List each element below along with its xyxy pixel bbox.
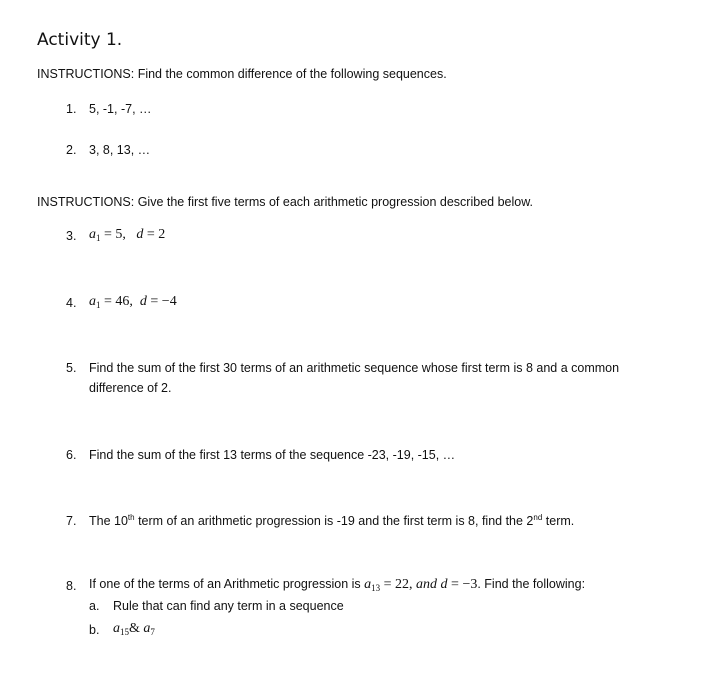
item-2-number: 2. — [66, 143, 77, 157]
item-4-number: 4. — [66, 296, 77, 310]
var-a: a — [113, 621, 120, 636]
var-a: a — [89, 227, 96, 242]
var-d: d — [136, 227, 144, 242]
subscript: 1 — [96, 300, 101, 310]
math-part: = 5, — [100, 227, 137, 242]
item-8-number: 8. — [66, 579, 77, 593]
subscript: 15 — [120, 627, 129, 637]
item-8-math — [364, 577, 477, 592]
var-d: d — [440, 577, 448, 592]
item-6-text: Find the sum of the first 13 terms of the sequence -23, -19, -15, … — [89, 448, 456, 462]
item-2-sequence: 3, 8, 13, … — [89, 143, 151, 157]
subitem-a-text: Rule that can find any term in a sequence — [113, 599, 344, 613]
item-7-text — [89, 514, 574, 528]
math-part: = −4 — [146, 294, 177, 309]
math-part: = 2 — [143, 227, 166, 242]
text-part: . Find the following: — [477, 577, 586, 591]
var-a: a — [364, 577, 372, 592]
instructions-1: INSTRUCTIONS: Find the common difference of the following sequences. — [37, 67, 447, 81]
var-a: a — [89, 294, 96, 309]
item-8-text — [89, 577, 585, 593]
subitem-b-label: b. — [89, 623, 100, 637]
instructions-2: INSTRUCTIONS: Give the first five terms of each arithmetic progression described below. — [37, 195, 534, 209]
activity-title: Activity 1. — [37, 30, 123, 50]
subscript: 1 — [96, 233, 101, 243]
text-part: term of an arithmetic progression is -19 and the first term is 8, find the 2 — [134, 514, 534, 528]
item-1-sequence: 5, -1, -7, … — [89, 102, 152, 116]
subitem-b-math — [113, 621, 155, 637]
math-part: = 46, — [100, 294, 140, 309]
item-5-line-1: Find the sum of the first 30 terms of an arithmetic sequence whose first term is 8 and a common — [89, 361, 620, 375]
text-part: If one of the terms of an Arithmetic progression is — [89, 577, 365, 591]
subscript: 7 — [150, 627, 155, 637]
item-7-number: 7. — [66, 514, 77, 528]
and-word: and — [416, 577, 438, 592]
var-d: d — [139, 294, 147, 309]
subscript: 13 — [371, 583, 381, 593]
text-part: The 10 — [89, 514, 128, 528]
item-5-line-2: difference of 2. — [89, 381, 172, 395]
item-1-number: 1. — [66, 102, 77, 116]
item-3-math — [89, 227, 165, 243]
item-6-number: 6. — [66, 448, 77, 462]
math-part: = −3 — [447, 577, 478, 592]
item-4-math — [89, 294, 177, 310]
superscript: th — [127, 513, 135, 522]
superscript: nd — [533, 513, 543, 522]
text-part: term. — [542, 514, 575, 528]
var-a: a — [143, 621, 151, 636]
subitem-a-label: a. — [89, 599, 100, 613]
math-part: = 22, — [380, 577, 417, 592]
item-5-number: 5. — [66, 361, 77, 375]
math-part: & — [129, 621, 144, 636]
item-3-number: 3. — [66, 229, 77, 243]
